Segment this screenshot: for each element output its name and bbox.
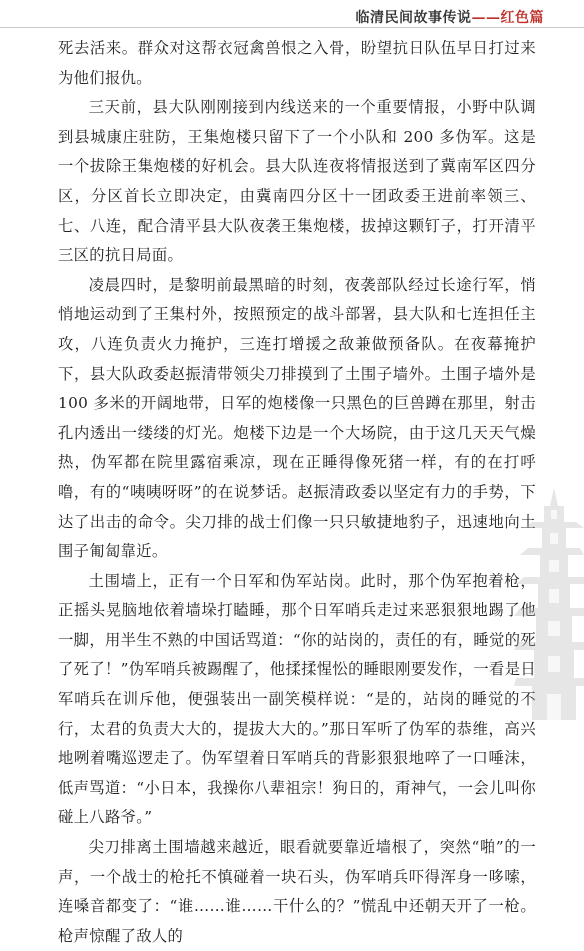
page-body (58, 34, 536, 951)
pagoda-watermark (514, 488, 584, 720)
header-divider (0, 27, 584, 28)
paragraph: 死去活来。群众对这帮衣冠禽兽恨之入骨，盼望抗日队伍早日打过来为他们报仇。 (58, 39, 536, 87)
section-title: 红色篇 (500, 10, 544, 26)
paragraph: 凌晨四时，是黎明前最黑暗的时刻，夜袭部队经过长途行军，悄悄地运动到了王集村外，按照预定的战斗部署，县大队和七连担任主攻，八连负责火力掩护，三连打增援之敌兼做预备队。在夜幕掩护下，县大队政委赵振清带领尖刀排摸到了土围子墙外。土围子墙外是 100 多米的开阔地带，日军的炮楼像一只黑色的巨兽蹲在那里，射击孔内透出一缕缕的灯光。炮楼下边是一个大场院，由于这几天天气燥热，伪军都在院里露宿乘凉，现在正睡得像死猪一样，有的在打呼噜，有的“咦咦呀呀”的在说梦话。赵振清政委以坚定有力的手势，下达了出击的命令。尖刀排的战士们像一只只敏捷地豹子，迅速地向土围子匍匐靠近。 (58, 275, 536, 561)
paragraph: 尖刀排离土围墙越来越近，眼看就要靠近墙根了，突然“啪”的一声，一个战士的枪托不慎碰着一块石头，伪军哨兵吓得浑身一哆嗦，连嗓音都变了：“谁……谁……干什么的？”慌乱中还朝天开了一枪。枪声惊醒了敌人的 (58, 838, 536, 945)
running-header (356, 7, 545, 27)
paragraph: 土围墙上，正有一个日军和伪军站岗。此时，那个伪军抱着枪，正摇头晃脑地依着墙垛打瞌睡，那个日军哨兵走过来恶狠狠地踢了他一脚，用半生不熟的中国话骂道：“你的站岗的，责任的有，睡觉的死了死了！”伪军哨兵被踢醒了，他揉揉惺忪的睡眼刚要发作，一看是日军哨兵在训斥他，便强装出一副笑模样说：“是的，站岗的睡觉的不行，太君的负责大大的，提拔大大的。”那日军听了伪军的恭维，高兴地咧着嘴巡逻走了。伪军望着日军哨兵的背影狠狠地啐了一口唾沫，低声骂道：“小日本，我操你八辈祖宗！狗日的，甭神气，一会儿叫你碰上八路爷。” (58, 571, 536, 827)
page-header (0, 0, 584, 28)
header-dash: —— (471, 10, 501, 26)
paragraph: 三天前，县大队刚刚接到内线送来的一个重要情报，小野中队调到县城康庄驻防，王集炮楼只留下了一个小队和 200 多伪军。这是一个拔除王集炮楼的好机会。县大队连夜将情报送到了冀南军区四分区，分区首长立即决定，由冀南四分区十一团政委王进前率领三、七、八连，配合清平县大队夜袭王集炮楼，拔掉这颗钉子，打开清平三区的抗日局面。 (58, 98, 536, 265)
book-title: 临清民间故事传说 (355, 10, 472, 26)
